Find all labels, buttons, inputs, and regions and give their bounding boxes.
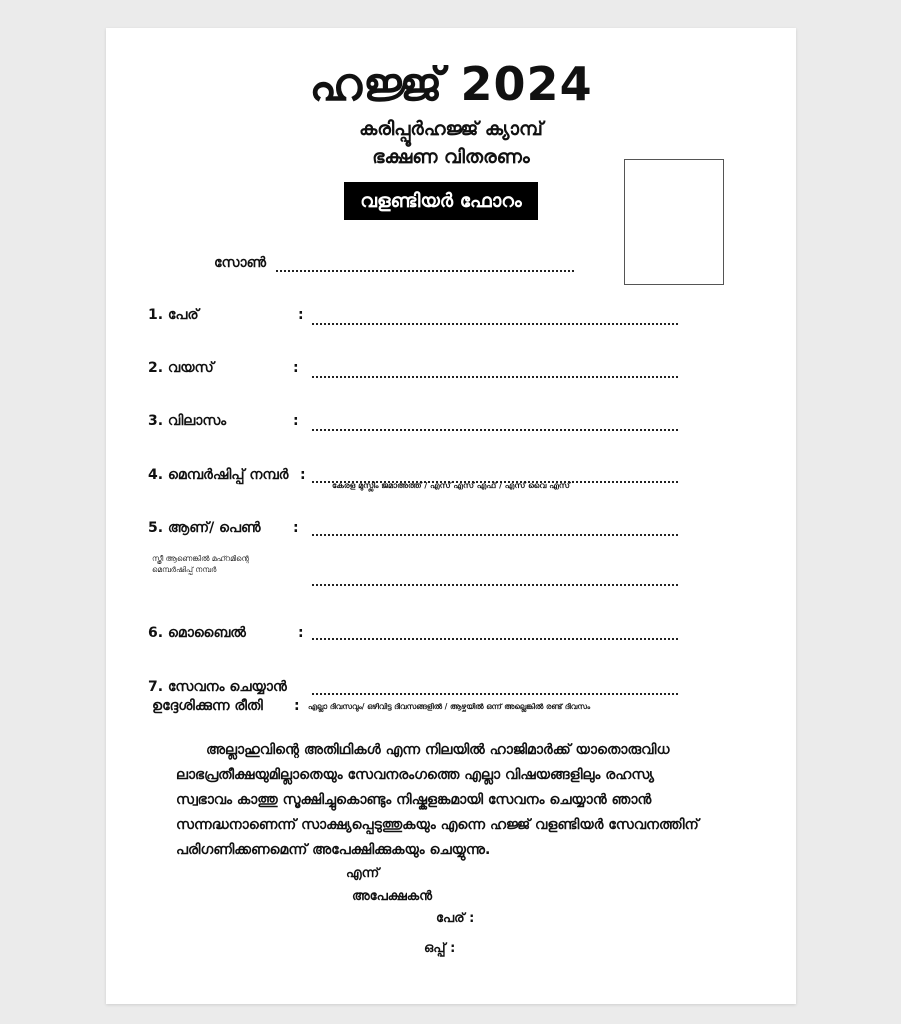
field-gender-input-line[interactable] xyxy=(312,520,678,536)
field-gender-label: 5. ആണ്/ പെൺ xyxy=(148,520,261,536)
signature-applicant: അപേക്ഷകൻ xyxy=(352,889,433,904)
field-service-label-line1: 7. സേവനം ചെയ്യാൻ xyxy=(148,679,287,695)
field-age-input-line[interactable] xyxy=(312,362,678,378)
service-name: ഭക്ഷണ വിതരണം xyxy=(372,146,530,168)
volunteer-form-badge: വളണ്ടിയർ ഫോറം xyxy=(344,182,538,220)
declaration-line-3: സ്വഭാവം കാത്തു സൂക്ഷിച്ചുകൊണ്ടും നിഷ്കളങ്കമായി സേവനം ചെയ്യാൻ ഞാൻ xyxy=(176,792,652,808)
form-page xyxy=(106,28,796,1004)
mahram-membership-input-line[interactable] xyxy=(312,570,678,586)
declaration-line-4: സന്നദ്ധനാണെന്ന് സാക്ഷ്യപ്പെടുത്തുകയും എന്നെ ഹജ്ജ് വളണ്ടിയർ സേവനത്തിന് xyxy=(176,817,699,833)
field-membership-colon: : xyxy=(300,467,306,483)
declaration-paragraph xyxy=(176,738,736,863)
zone-label: സോൺ xyxy=(214,255,267,271)
declaration-line-2: ലാഭപ്രതീക്ഷയുമില്ലാതെയും സേവനരംഗത്തെ എല്ലാ വിഷയങ്ങളിലും രഹസ്യ xyxy=(176,767,654,783)
form-title: ഹജ്ജ് 2024 xyxy=(309,57,593,111)
photo-box xyxy=(624,159,724,285)
mahram-note-line1: സ്ത്രീ ആണെങ്കിൽ മഹ്റമിന്റെ xyxy=(152,554,249,563)
membership-hint: കേരള മുസ്ലിം ജമാഅത്ത് / എസ് എസ് എഫ് / എസ് വൈ എസ് xyxy=(332,481,570,490)
field-age-label: 2. വയസ് xyxy=(148,360,214,376)
field-mobile-input-line[interactable] xyxy=(312,624,678,640)
declaration-line-1: അല്ലാഹുവിന്റെ അതിഥികൾ എന്ന നിലയിൽ ഹാജിമാർക്ക് യാതൊരുവിധ xyxy=(206,742,670,758)
mahram-note-line2: മെമ്പർഷിപ്പ് നമ്പർ xyxy=(152,565,217,574)
field-mobile-colon: : xyxy=(298,625,304,641)
field-age-colon: : xyxy=(293,360,299,376)
camp-name: കരിപ്പൂർഹജ്ജ് ക്യാമ്പ് xyxy=(359,118,543,140)
field-name-colon: : xyxy=(298,307,304,323)
service-hint: എല്ലാ ദിവസവും/ ഒഴിവിട്ട ദിവസങ്ങളിൽ / ആഴ്ചയിൽ ഒന്ന് അല്ലെങ്കിൽ രണ്ട് ദിവസം xyxy=(308,702,591,711)
field-service-label-line2: ഉദ്ദേശിക്കുന്ന രീതി xyxy=(152,698,263,714)
field-address-input-line[interactable] xyxy=(312,415,678,431)
field-address-label: 3. വിലാസം xyxy=(148,413,227,429)
field-mobile-label: 6. മൊബൈൽ xyxy=(148,625,246,641)
declaration-line-5: പരിഗണിക്കണമെന്ന് അപേക്ഷിക്കുകയും ചെയ്യുന്നു. xyxy=(176,842,491,858)
field-name-label: 1. പേര് xyxy=(148,307,199,323)
field-service-input-line[interactable] xyxy=(312,679,678,695)
field-service-colon: : xyxy=(294,698,300,714)
field-name-input-line[interactable] xyxy=(312,309,678,325)
signature-enn: എന്ന് xyxy=(346,866,380,881)
field-address-colon: : xyxy=(293,413,299,429)
signature-name-label: പേര് : xyxy=(436,911,475,926)
field-gender-colon: : xyxy=(293,520,299,536)
zone-input-line[interactable] xyxy=(276,256,574,272)
field-membership-label: 4. മെമ്പർഷിപ്പ് നമ്പർ xyxy=(148,467,289,483)
signature-sign-label: ഒപ്പ് : xyxy=(424,941,456,956)
